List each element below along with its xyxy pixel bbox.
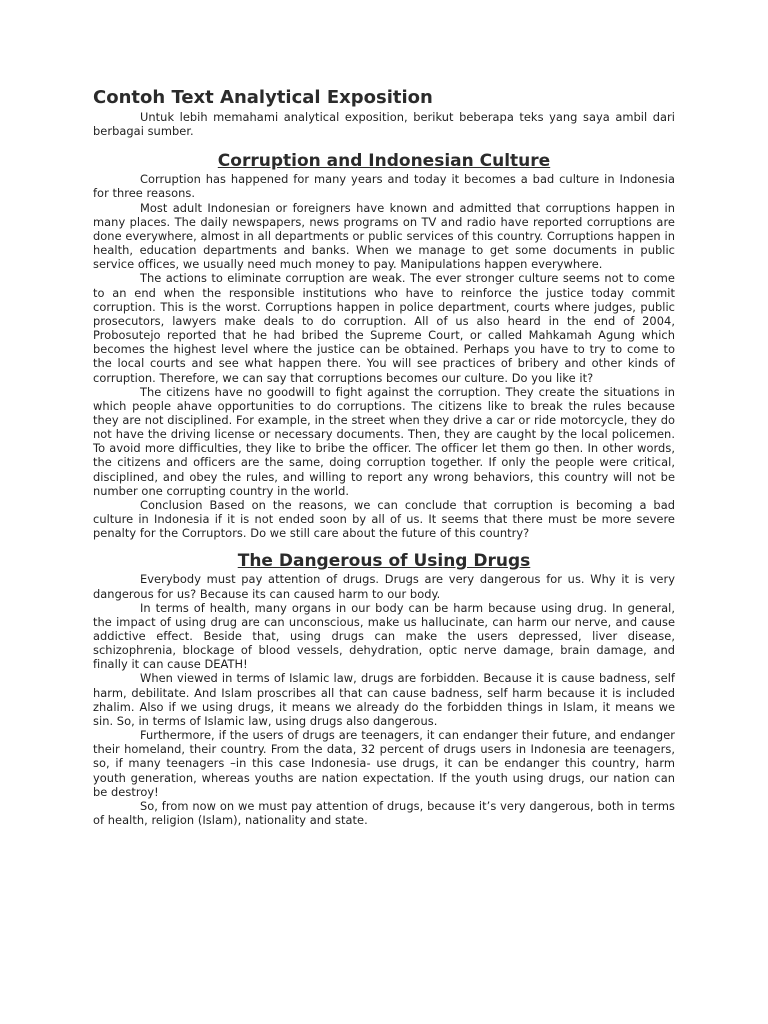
paragraph: Conclusion Based on the reasons, we can conclude that corruption is becoming a bad culture in Indonesia if it is not ended soon by all of us. It seems that there must be more severe penalty for the Corruptors. Do we still care about the future of this country? <box>93 497 675 541</box>
paragraph: When viewed in terms of Islamic law, drugs are forbidden. Because it is cause badness, self harm, debilitate. And Islam proscribes all that can cause badness, self harm because it is included zhalim. Also if we using drugs, it means we already do the forbidden things in Islam, it means we sin. So, in terms of Islamic law, using drugs also dangerous. <box>93 671 675 728</box>
document-title: Contoh Text Analytical Exposition <box>93 87 433 108</box>
paragraph: In terms of health, many organs in our body can be harm because using drug. In general, the impact of using drug are can unconscious, make us hallucinate, can harm our nerve, and cause addictive effect. Beside that, using drugs can make the users depressed, liver disease, schizophrenia, blockage of blood vessels, dehydration, optic nerve damage, brain damage, and finally it can cause DEATH! <box>93 600 675 672</box>
paragraph: The actions to eliminate corruption are weak. The ever stronger culture seems not to come to an end when the responsible institutions who have to reinforce the justice today commit corruption. This is the worst. Corruptions happen in police department, courts where judges, public prosecutors, lawyers make deals to do corruption. All of us also heard in the end of 2004, Probosutejo reported that he had bribed the Supreme Court, or called Mahkamah Agung which becomes the highest level where the justice can be obtained. Perhaps you have to try to come to the local courts and see what happen there. You will see practices of bribery and other kinds of corruption. Therefore, we can say that corruptions becomes our culture. Do you like it? <box>93 271 675 385</box>
paragraph: Furthermore, if the users of drugs are teenagers, it can endanger their future, and endanger their homeland, their country. From the data, 32 percent of drugs users in Indonesia are teenagers, so, if many teenagers –in this case Indonesia- use drugs, it can be endanger this country, harm youth generation, whereas youths are nation expectation. If the youth using drugs, our nation can be destroy! <box>93 728 675 799</box>
intro-paragraph: Untuk lebih memahami analytical exposition, berikut beberapa teks yang saya ambil dari berbagai sumber. <box>93 110 675 139</box>
section-title-corruption: Corruption and Indonesian Culture <box>217 151 551 172</box>
paragraph: Most adult Indonesian or foreigners have known and admitted that corruptions happen in many places. The daily newspapers, news programs on TV and radio have reported corruptions are done everywhere, almost in all departments or public services of this country. Corruptions happen in health, education departments and banks. When we manage to get some documents in public service offices, we usually need much money to pay. Manipulations happen everywhere. <box>93 200 675 272</box>
section-title-drugs: The Dangerous of Using Drugs <box>237 551 531 572</box>
paragraph: Everybody must pay attention of drugs. Drugs are very dangerous for us. Why it is very dangerous for us? Because its can caused harm to our body. <box>93 572 675 601</box>
paragraph: Corruption has happened for many years and today it becomes a bad culture in Indonesia for three reasons. <box>93 172 675 201</box>
paragraph: The citizens have no goodwill to fight against the corruption. They create the situations in which people ahave opportunities to do corruptions. The citizens like to break the rules because they are not disciplined. For example, in the street when they drive a car or ride motorcycle, they do not have the driving license or necessary documents. Then, they are caught by the local policemen. To avoid more difficulties, they like to bribe the officer. The officer let them go then. In other words, the citizens and officers are the same, doing corruption together. If only the people were critical, disciplined, and obey the rules, and willing to report any wrong behaviors, this country will not be number one corrupting country in the world. <box>93 384 675 498</box>
paragraph: So, from now on we must pay attention of drugs, because it’s very dangerous, both in terms of health, religion (Islam), nationality and state. <box>93 798 675 828</box>
document-page <box>93 86 675 827</box>
